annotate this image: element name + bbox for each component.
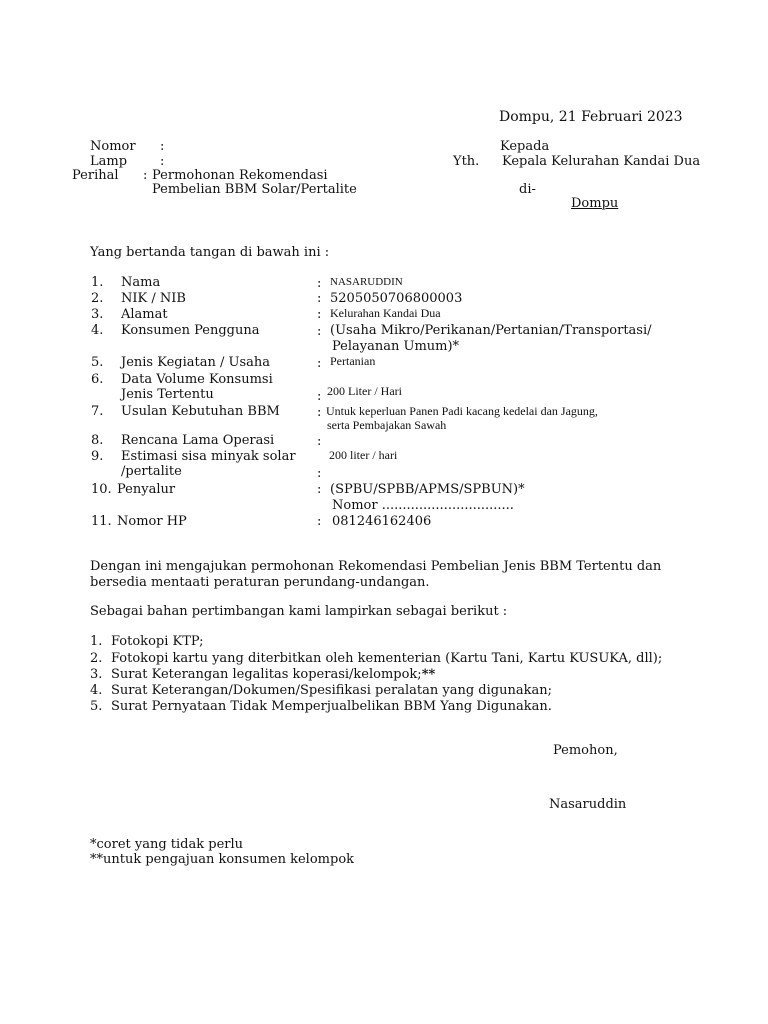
field-value-penyalur-1: (SPBU/SPBB/APMS/SPBUN)* [330, 482, 525, 497]
field-value-konsumen-1: (Usaha Mikro/Perikanan/Pertanian/Transportasi/ [330, 323, 652, 338]
attachment-item-mark: ** [421, 667, 436, 682]
field-colon: : [317, 356, 322, 371]
field-label-data-volume-2: Jenis Tertentu [121, 387, 214, 402]
footnote-1: *coret yang tidak perlu [90, 837, 244, 852]
attachment-item: Surat Pernyataan Tidak Memperjualbelikan BBM Yang Digunakan. [111, 699, 552, 714]
field-colon: : [317, 434, 322, 449]
perihal-label: Perihal [72, 168, 119, 183]
field-colon: : [317, 514, 322, 529]
attachment-item: Fotokopi kartu yang diterbitkan oleh kementerian (Kartu Tani, Kartu KUSUKA, dll); [111, 651, 663, 666]
field-number: 8. [91, 433, 104, 448]
field-number: 9. [91, 449, 104, 464]
field-value-data-volume: 200 Liter / Hari [327, 384, 402, 398]
field-colon: : [317, 405, 322, 420]
field-label-data-volume-1: Data Volume Konsumsi [121, 372, 273, 387]
field-label-alamat: Alamat [121, 307, 168, 322]
field-label-konsumen: Konsumen Pengguna [121, 323, 260, 338]
paragraph-1-line-1: Dengan ini mengajukan permohonan Rekomendasi Pembelian Jenis BBM Tertentu dan [90, 559, 662, 574]
field-value-nik: 5205050706800003 [330, 291, 463, 306]
field-colon: : [317, 307, 322, 322]
field-colon: : [317, 324, 322, 339]
field-colon: : [317, 389, 322, 404]
field-label-jenis-kegiatan: Jenis Kegiatan / Usaha [121, 355, 271, 370]
attachment-item [111, 667, 435, 682]
field-label-rencana: Rencana Lama Operasi [121, 433, 275, 448]
footnote-2: **untuk pengajuan konsumen kelompok [90, 852, 355, 867]
field-colon: : [317, 276, 322, 291]
field-number: 1. [91, 275, 104, 290]
field-colon: : [317, 466, 322, 481]
recipient-place: Dompu [571, 196, 619, 211]
field-label-usulan: Usulan Kebutuhan BBM [121, 404, 280, 419]
lamp-label: Lamp [90, 154, 128, 169]
attachment-number: 4. [90, 683, 103, 698]
perihal-colon: : [143, 168, 148, 183]
field-value-konsumen-2: Pelayanan Umum)* [332, 339, 460, 354]
attachment-number: 2. [90, 651, 103, 666]
di-label: di- [519, 182, 536, 197]
nomor-label: Nomor [90, 139, 136, 154]
perihal-line-2: Pembelian BBM Solar/Pertalite [152, 182, 357, 197]
field-number: 4. [91, 323, 104, 338]
attachment-item-text: Surat Keterangan legalitas koperasi/kelompok; [111, 667, 422, 682]
field-label-penyalur: Penyalur [117, 482, 176, 497]
paragraph-2: Sebagai bahan pertimbangan kami lampirkan sebagai berikut : [90, 604, 508, 619]
field-value-alamat: Kelurahan Kandai Dua [330, 306, 441, 320]
nomor-colon: : [160, 139, 165, 154]
intro-text: Yang bertanda tangan di bawah ini : [90, 245, 330, 260]
field-value-usulan-1: Untuk keperluan Panen Padi kacang kedelai dan Jagung, [326, 404, 598, 418]
lamp-colon: : [160, 154, 165, 169]
field-number: 5. [91, 355, 104, 370]
signature-name: Nasaruddin [549, 797, 627, 812]
field-value-usulan-2: serta Pembajakan Sawah [327, 418, 447, 432]
field-number: 11. [91, 514, 112, 529]
field-colon: : [317, 291, 322, 306]
field-number: 3. [91, 307, 104, 322]
field-value-estimasi: 200 liter / hari [329, 448, 398, 462]
field-number: 7. [91, 404, 104, 419]
paragraph-1-line-2: bersedia mentaati peraturan perundang-undangan. [90, 575, 430, 590]
field-label-nama: Nama [121, 275, 161, 290]
field-value-nomor-hp: 081246162406 [332, 514, 432, 529]
letter-date: Dompu, 21 Februari 2023 [499, 109, 683, 125]
attachment-item: Fotokopi KTP; [111, 634, 204, 649]
field-number: 2. [91, 291, 104, 306]
field-label-nomor-hp: Nomor HP [117, 514, 187, 529]
attachment-number: 3. [90, 667, 103, 682]
kepada: Kepada [500, 139, 550, 154]
field-number: 6. [91, 372, 104, 387]
field-value-jenis-kegiatan: Pertanian [330, 354, 376, 368]
yth: Yth. [453, 154, 480, 169]
attachment-number: 1. [90, 634, 103, 649]
attachment-number: 5. [90, 699, 103, 714]
field-value-penyalur-2: Nomor ................................ [332, 498, 514, 513]
field-colon: : [317, 482, 322, 497]
signature-title: Pemohon, [553, 743, 618, 758]
perihal-line-1: Permohonan Rekomendasi [152, 168, 328, 183]
field-label-estimasi-1: Estimasi sisa minyak solar [121, 449, 296, 464]
field-label-nik: NIK / NIB [121, 291, 186, 306]
attachment-item: Surat Keterangan/Dokumen/Spesifikasi peralatan yang digunakan; [111, 683, 552, 698]
field-number: 10. [91, 482, 112, 497]
recipient: Kepala Kelurahan Kandai Dua [502, 154, 701, 169]
field-label-estimasi-2: /pertalite [121, 464, 182, 479]
field-value-nama: NASARUDDIN [330, 276, 403, 288]
